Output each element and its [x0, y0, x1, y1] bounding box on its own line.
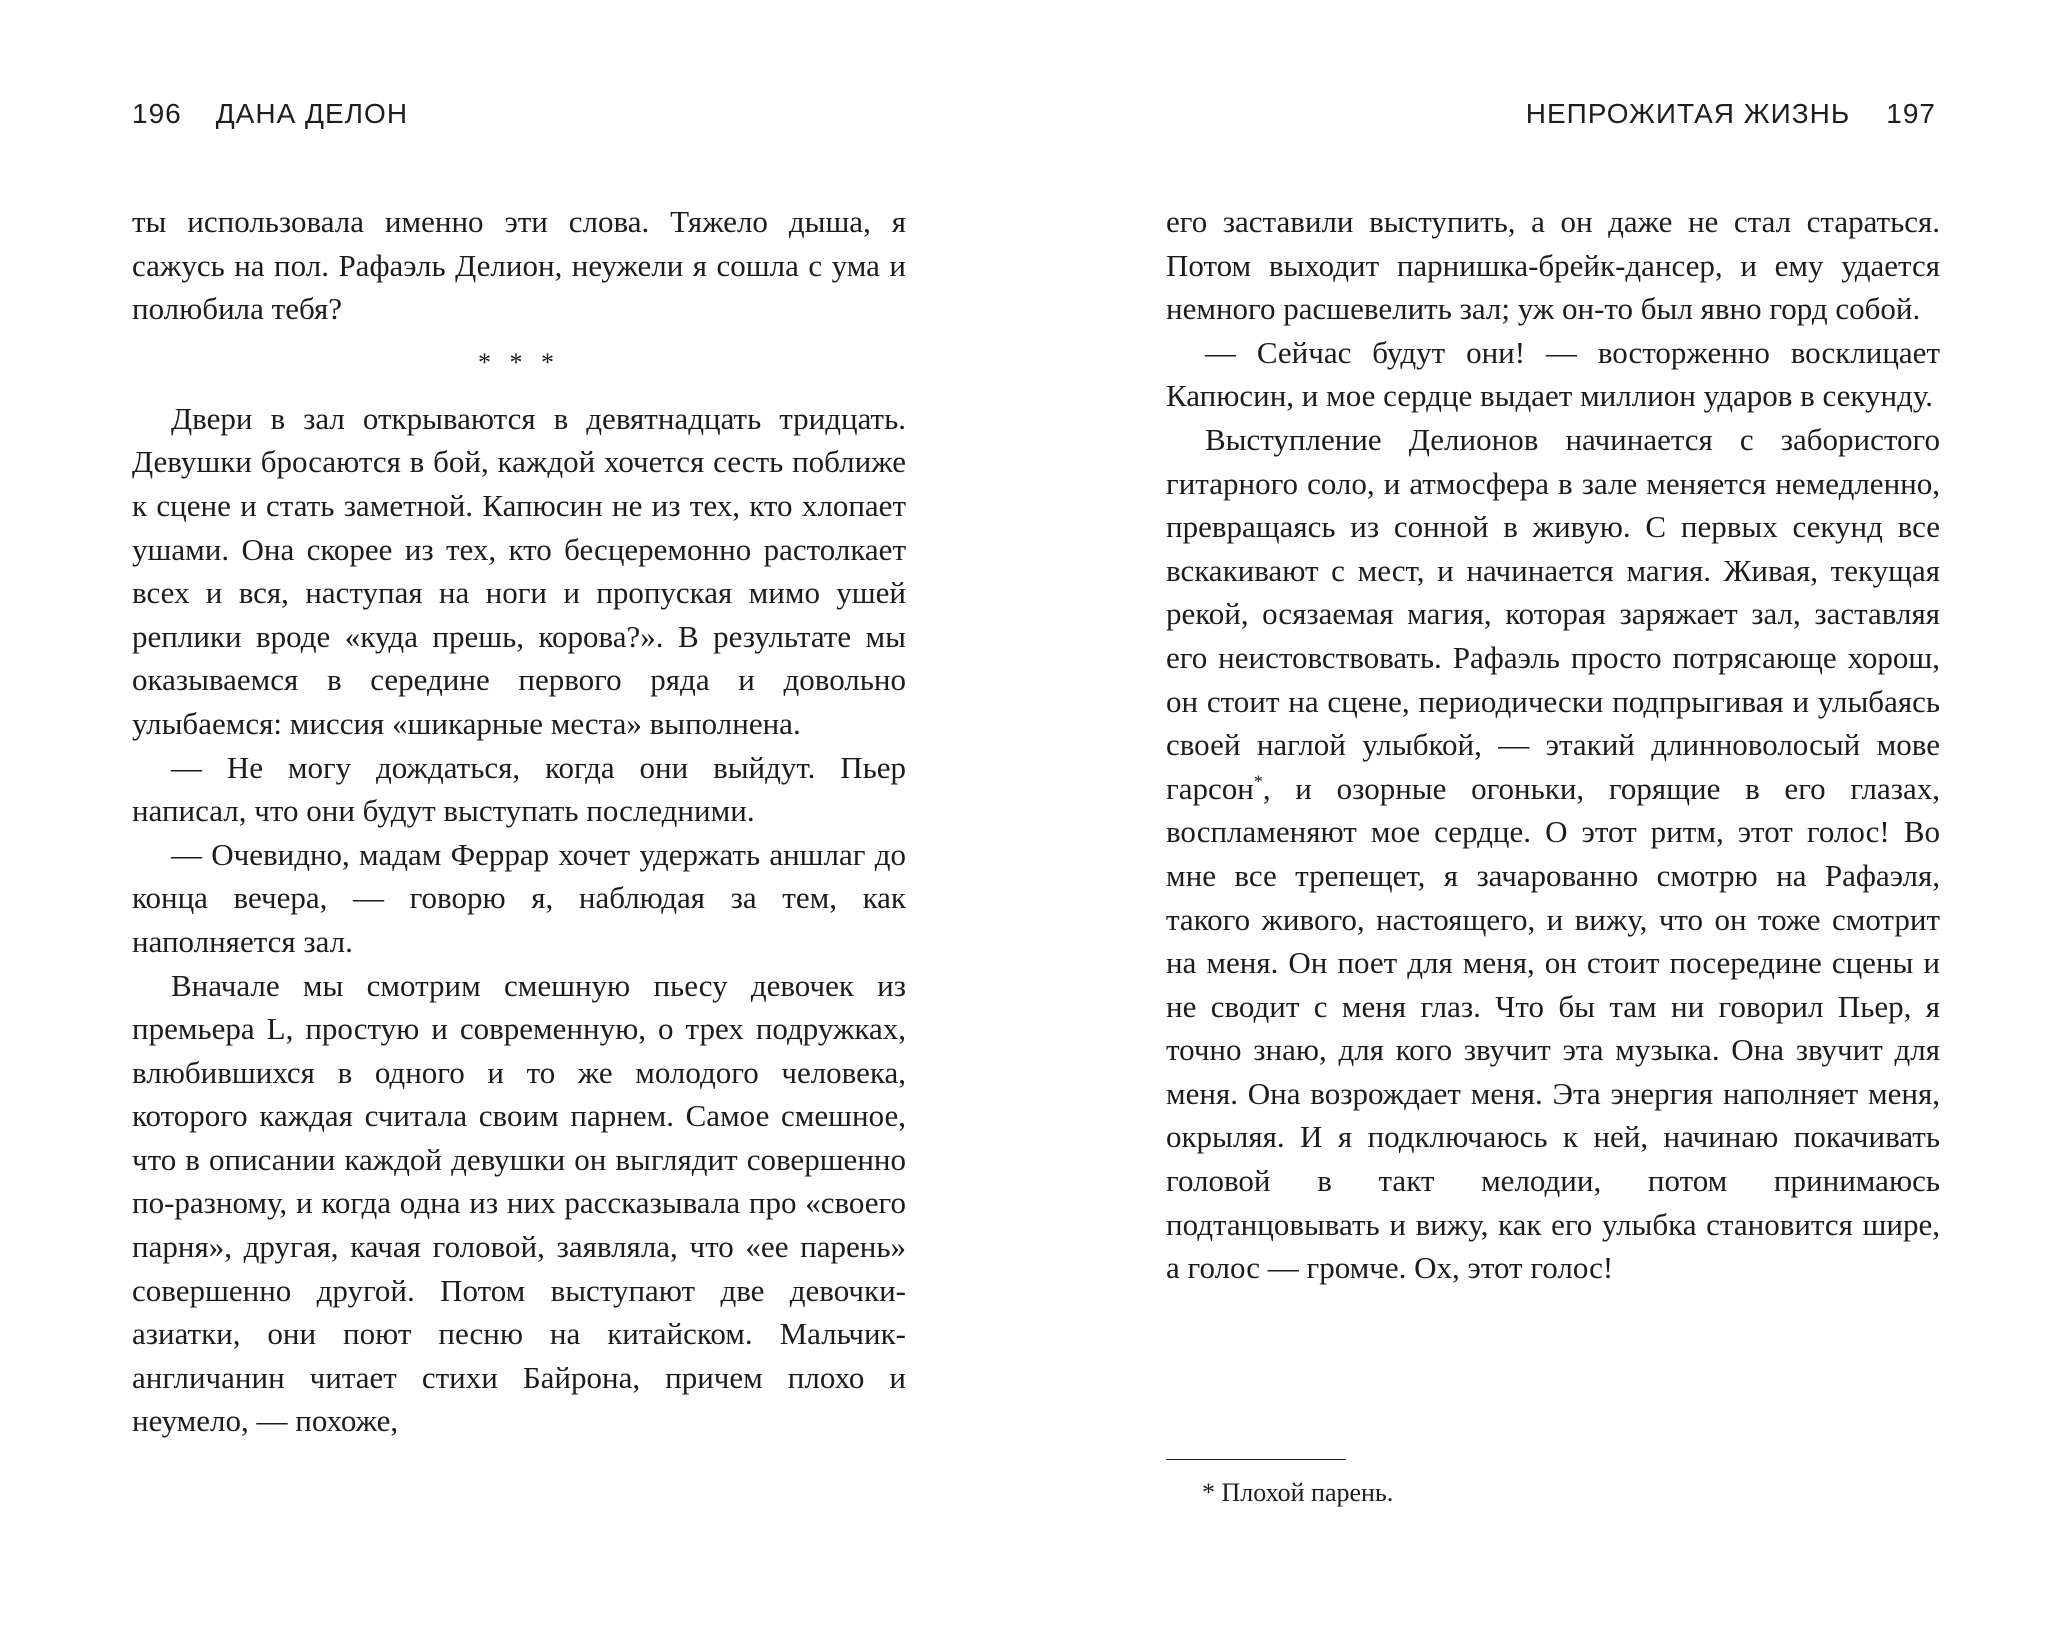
footnote-rule: [1166, 1459, 1346, 1460]
left-text-block: [132, 200, 906, 1443]
right-paragraph-3-part-2: , и озорные огоньки, горящие в его глазах, воспламеняют мое сердце. О этот ритм, этот голос! Во мне все трепещет, я зачарованно смотрю на Рафаэля, такого живого, настоящего, и вижу, что он тоже смотрит на меня. Он поет для меня, он стоит посередине сцены и не сводит с меня глаз. Что бы там ни говорил Пьер, я точно знаю, для кого звучит эта музыка. Она звучит для меня. Она возрождает меня. Эта энергия наполняет меня, окрыляя. И я подключаюсь к ней, начинаю покачивать головой в такт мелодии, потом принимаюсь подтанцовывать и вижу, как его улыбка становится шире, а голос — громче. Ох, этот голос!: [1166, 770, 1940, 1286]
right-text-block: [1166, 200, 1940, 1290]
right-paragraph-2: — Сейчас будут они! — восторженно восклицает Капюсин, и мое сердце выдает миллион ударов в секунду.: [1166, 334, 1940, 414]
left-paragraph-1: ты использовала именно эти слова. Тяжело дыша, я сажусь на пол. Рафаэль Делион, неужели я сошла с ума и полюбила тебя?: [132, 204, 906, 327]
right-running-title: НЕПРОЖИТАЯ ЖИЗНЬ: [1525, 98, 1851, 129]
right-paragraph-1: его заставили выступить, а он даже не стал стараться. Потом выходит парнишка-брейк-дансер, и ему удается немного расшевелить зал; уж он-то был явно горд собой.: [1166, 204, 1940, 327]
left-paragraph-4: — Очевидно, мадам Феррар хочет удержать аншлаг до конца вечера, — говорю я, наблюдая за тем, как наполняется зал.: [132, 836, 906, 959]
right-paragraph-3: [1166, 418, 1940, 1290]
left-paragraph-3: — Не могу дождаться, когда они выйдут. Пьер написал, что они будут выступать последними.: [132, 749, 906, 829]
left-running-head: [132, 96, 408, 132]
right-running-head: [1526, 96, 1936, 132]
footnote: * Плохой парень.: [1202, 1478, 1394, 1507]
section-separator: * * *: [478, 347, 560, 377]
left-paragraph-2: Двери в зал открываются в девятнадцать тридцать. Девушки бросаются в бой, каждой хочется сесть поближе к сцене и стать заметной. Капюсин не из тех, кто хлопает ушами. Она скорее из тех, кто бесцеремонно растолкает всех и вся, наступая на ноги и пропуская мимо ушей реплики вроде «куда прешь, корова?». В результате мы оказываемся в середине первого ряда и довольно улыбаемся: миссия «шикарные места» выполнена.: [132, 400, 906, 741]
left-running-title: ДАНА ДЕЛОН: [215, 98, 409, 129]
left-paragraph-5: Вначале мы смотрим смешную пьесу девочек из премьера L, простую и современную, о трех подружках, влюбившихся в одного и то же молодого человека, которого каждая считала своим парнем. Самое смешное, что в описании каждой девушки он выглядит совершенно по-разному, и когда одна из них рассказывала про «своего парня», другая, качая головой, заявляла, что «ее парень» совершенно другой. Потом выступают две девочки-азиатки, они поют песню на китайском. Мальчик-англичанин читает стихи Байрона, причем плохо и неумело, — похоже,: [132, 967, 906, 1439]
right-page-number: 197: [1886, 98, 1936, 129]
left-page-number: 196: [132, 98, 182, 129]
right-paragraph-3-part-1: Выступление Делионов начинается с забористого гитарного соло, и атмосфера в зале меняется немедленно, превращаясь из сонной в живую. С первых секунд все вскакивают с мест, и начинается магия. Живая, текущая рекой, осязаемая магия, которая заряжает зал, заставляя его неистовствовать. Рафаэль просто потрясающе хорош, он стоит на сцене, периодически подпрыгивая и улыбаясь своей наглой улыбкой, — этакий длинноволосый мове гарсон: [1166, 421, 1940, 806]
footnote-marker: *: [1253, 771, 1263, 792]
right-page: [1024, 0, 2048, 1638]
